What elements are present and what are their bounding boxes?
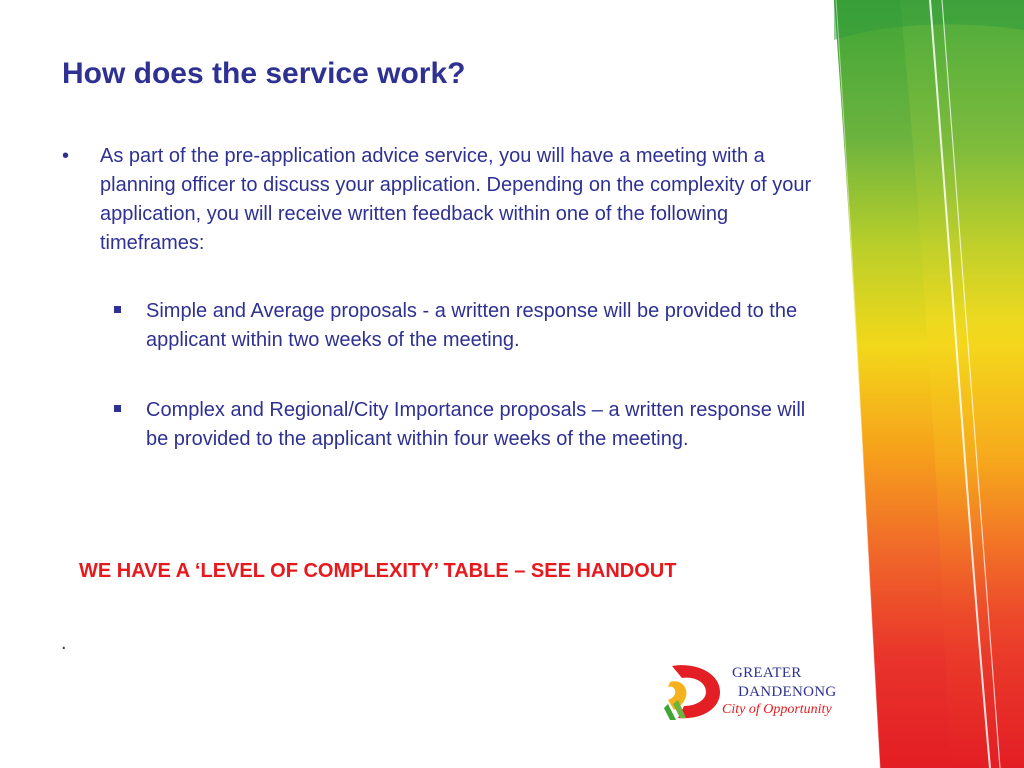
bullet-marker: • xyxy=(62,145,70,167)
logo-mark-icon xyxy=(664,660,724,722)
square-bullet-icon xyxy=(114,306,121,313)
sub-bullet-text: Complex and Regional/City Importance proposals – a written response will be provided to the applicant within four weeks of the meeting. xyxy=(146,399,806,450)
logo-text-greater: GREATER xyxy=(732,665,802,681)
greater-dandenong-logo xyxy=(664,660,859,724)
main-bullet xyxy=(62,142,822,258)
slide-title: How does the service work? xyxy=(62,57,466,90)
sub-bullet-simple xyxy=(114,297,814,355)
main-bullet-text: As part of the pre-application advice service, you will have a meeting with a planning officer to discuss your application. Depending on the complexity of your application, you will receive written feedback within one of the following timeframes: xyxy=(100,145,812,254)
handout-callout: WE HAVE A ‘LEVEL OF COMPLEXITY’ TABLE – SEE HANDOUT xyxy=(79,560,677,582)
sub-bullet-complex xyxy=(114,396,814,454)
stray-dot: . xyxy=(61,632,67,654)
square-bullet-icon xyxy=(114,405,121,412)
logo-text-dandenong: DANDENONG xyxy=(738,684,837,700)
sub-bullet-text: Simple and Average proposals - a written response will be provided to the applicant within two weeks of the meeting. xyxy=(146,300,798,351)
logo-tagline: City of Opportunity xyxy=(722,702,832,717)
